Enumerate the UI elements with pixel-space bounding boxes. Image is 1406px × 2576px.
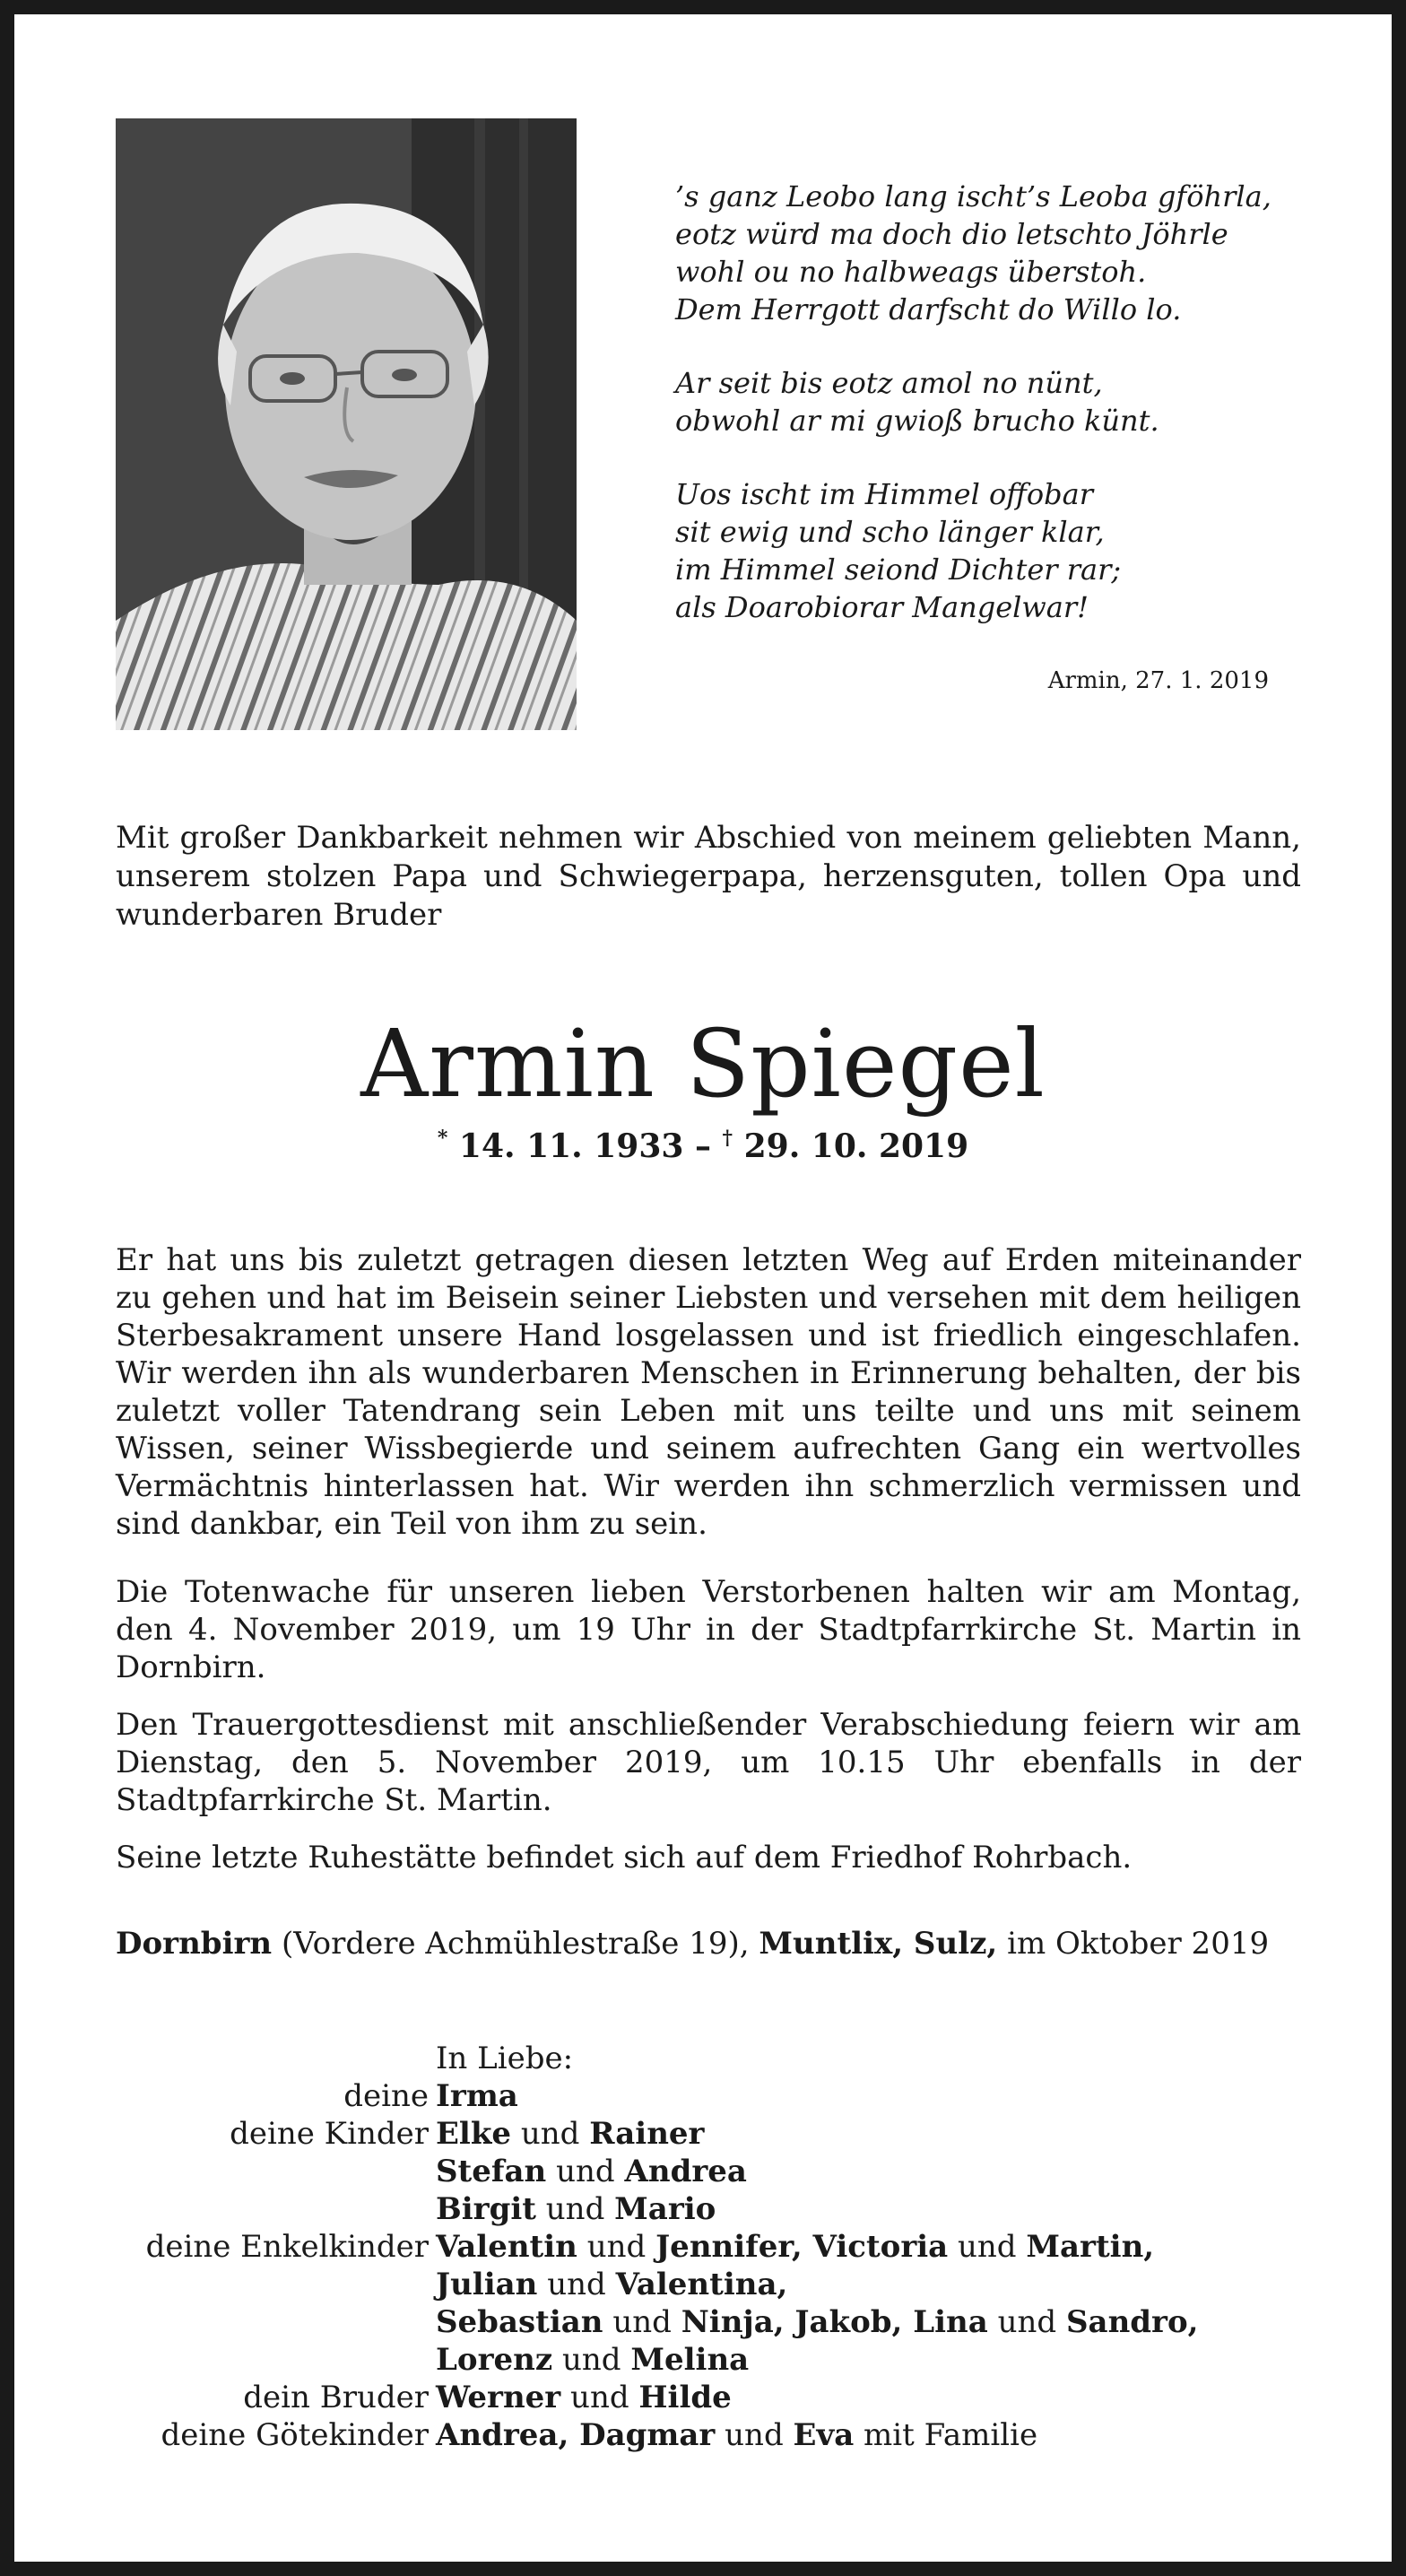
birth-date: 14. 11. 1933 <box>458 1127 684 1165</box>
poem-line: Uos ischt im Himmel offobar <box>675 477 1094 511</box>
family-header: In Liebe: <box>436 2041 574 2076</box>
family-connector: und <box>577 2229 656 2265</box>
family-names <box>436 2416 1308 2454</box>
family-connector: und <box>603 2304 681 2340</box>
family-connector: und <box>987 2304 1066 2340</box>
family-row <box>116 2077 1308 2115</box>
family-member-name: Eva <box>793 2417 855 2453</box>
family-relation: deine <box>343 2078 429 2114</box>
family-connector: und <box>560 2380 639 2415</box>
family-connector: und <box>535 2191 615 2227</box>
family-connector: und <box>948 2229 1027 2265</box>
family-row <box>116 2153 1308 2190</box>
family-member-name: Elke <box>436 2116 512 2152</box>
family-names <box>436 2228 1308 2266</box>
poem-line: sit ewig und scho länger klar, <box>675 515 1105 549</box>
place-city: Dornbirn <box>116 1926 273 1962</box>
intro-text: Mit großer Dankbarkeit nehmen wir Abschied von meinem geliebten Mann, unserem stolzen Papa und Schwiegerpapa, herzensguten, tollen Opa und wunderbaren Bruder <box>116 820 1301 933</box>
poem-line: im Himmel seiond Dichter rar; <box>675 553 1122 587</box>
family-names <box>436 2190 1308 2228</box>
family-member-name: Irma <box>436 2078 518 2114</box>
family-connector: mit Familie <box>854 2417 1038 2453</box>
family-list <box>116 2040 1308 2454</box>
family-relation <box>116 2190 436 2228</box>
family-names <box>436 2153 1308 2190</box>
family-member-name: Rainer <box>589 2116 705 2152</box>
family-member-name: Mario <box>614 2191 716 2227</box>
family-member-name: Andrea, Dagmar <box>436 2417 716 2453</box>
family-rows <box>116 2077 1308 2454</box>
portrait-photo <box>116 118 577 730</box>
family-names <box>436 2341 1308 2379</box>
place-date: im Oktober 2019 <box>1007 1926 1270 1962</box>
deceased-name: Armin Spiegel <box>360 1009 1046 1118</box>
family-connector: und <box>537 2267 616 2302</box>
family-member-name: Stefan <box>436 2154 547 2189</box>
place-address: (Vordere Achmühlestraße 19), <box>281 1926 750 1962</box>
family-member-name: Valentina, <box>615 2267 788 2302</box>
family-relation <box>116 2341 436 2379</box>
family-member-name: Melina <box>630 2342 750 2378</box>
life-dates <box>14 1127 1392 1165</box>
family-member-name: Julian <box>436 2267 538 2302</box>
poem-stanza <box>675 178 1294 328</box>
family-connector: und <box>511 2116 590 2152</box>
poem-line: Ar seit bis eotz amol no nünt, <box>675 366 1103 400</box>
family-member-name: Valentin <box>436 2229 577 2265</box>
family-member-name: Ninja, Jakob, Lina <box>681 2304 988 2340</box>
family-relation: dein Bruder <box>243 2380 429 2415</box>
death-date: 29. 10. 2019 <box>743 1127 969 1165</box>
family-names <box>436 2379 1308 2416</box>
family-connector: und <box>552 2342 631 2378</box>
family-relation: deine Götekinder <box>161 2417 429 2453</box>
poem-line: obwohl ar mi gwioß brucho künt. <box>675 404 1159 438</box>
body-paragraph: Die Totenwache für unseren lieben Verstorbenen halten wir am Montag, den 4. November 2019, um 19 Uhr in der Stadtpfarrkirche St. Martin in Dornbirn. <box>116 1574 1301 1685</box>
body-paragraph: Den Trauergottesdienst mit anschließender Verabschiedung feiern wir am Dienstag, den 5. November 2019, um 10.15 Uhr ebenfalls in der Stadtpfarrkirche St. Martin. <box>116 1707 1301 1818</box>
poem-line: als Doarobiorar Mangelwar! <box>675 590 1089 624</box>
family-member-name: Lorenz <box>436 2342 553 2378</box>
body-paragraph: Er hat uns bis zuletzt getragen diesen letzten Weg auf Erden miteinander zu gehen und hat im Beisein seiner Liebsten und versehen mit dem heiligen Sterbesakrament unsere Hand losgelassen und ist friedlich eingeschlafen. Wir werden ihn als wunderbaren Menschen in Erinnerung behalten, der bis zuletzt voller Tatendrang sein Leben mit uns teilte und uns mit seinem Wissen, seiner Wissbegierde und seinem aufrechten Gang ein wertvolles Vermächtnis hinterlassen hat. Wir werden ihn schmerzlich vermissen und sind dankbar, ein Teil von ihm zu sein. <box>116 1242 1301 1542</box>
poem <box>675 178 1294 700</box>
family-member-name: Sebastian <box>436 2304 603 2340</box>
family-member-name: Jennifer, Victoria <box>655 2229 949 2265</box>
family-connector: und <box>715 2417 794 2453</box>
poem-stanza <box>675 364 1294 439</box>
family-names <box>436 2077 1308 2115</box>
place-and-date <box>116 1925 1301 1962</box>
birth-symbol: * <box>437 1127 448 1150</box>
family-member-name: Andrea <box>624 2154 747 2189</box>
family-names <box>436 2266 1308 2303</box>
body-paragraph: Seine letzte Ruhestätte befindet sich auf dem Friedhof Rohrbach. <box>116 1840 1133 1875</box>
date-separator: – <box>695 1127 711 1165</box>
family-row <box>116 2416 1308 2454</box>
family-row <box>116 2379 1308 2416</box>
family-connector: und <box>546 2154 625 2189</box>
poem-line: Dem Herrgott darfscht do Willo lo. <box>675 292 1182 326</box>
family-header-row <box>116 2040 1308 2077</box>
family-names <box>436 2115 1308 2153</box>
family-member-name: Martin, <box>1026 2229 1155 2265</box>
place-towns: Muntlix, Sulz, <box>759 1926 998 1962</box>
family-row <box>116 2341 1308 2379</box>
poem-stanza <box>675 475 1294 626</box>
family-relation <box>116 2153 436 2190</box>
family-row <box>116 2190 1308 2228</box>
obituary-body <box>116 1241 1301 1896</box>
portrait-illustration <box>116 118 577 730</box>
poem-line: eotz würd ma doch dio letschto Jöhrle <box>675 217 1228 251</box>
family-names <box>436 2303 1308 2341</box>
family-relation <box>116 2266 436 2303</box>
family-relation: deine Kinder <box>230 2116 429 2152</box>
family-row <box>116 2228 1308 2266</box>
family-member-name: Birgit <box>436 2191 536 2227</box>
family-relation <box>116 2303 436 2341</box>
family-member-name: Werner <box>436 2380 561 2415</box>
family-row <box>116 2115 1308 2153</box>
family-row <box>116 2303 1308 2341</box>
family-row <box>116 2266 1308 2303</box>
family-member-name: Sandro, <box>1065 2304 1199 2340</box>
family-member-name: Hilde <box>638 2380 732 2415</box>
poem-line: ’s ganz Leobo lang ischt’s Leoba gföhrla, <box>675 179 1271 213</box>
family-relation: deine Enkelkinder <box>145 2229 429 2265</box>
poem-signature: Armin, 27. 1. 2019 <box>1047 667 1269 694</box>
death-symbol: † <box>722 1127 733 1150</box>
poem-line: wohl ou no halbweags überstoh. <box>675 255 1147 289</box>
